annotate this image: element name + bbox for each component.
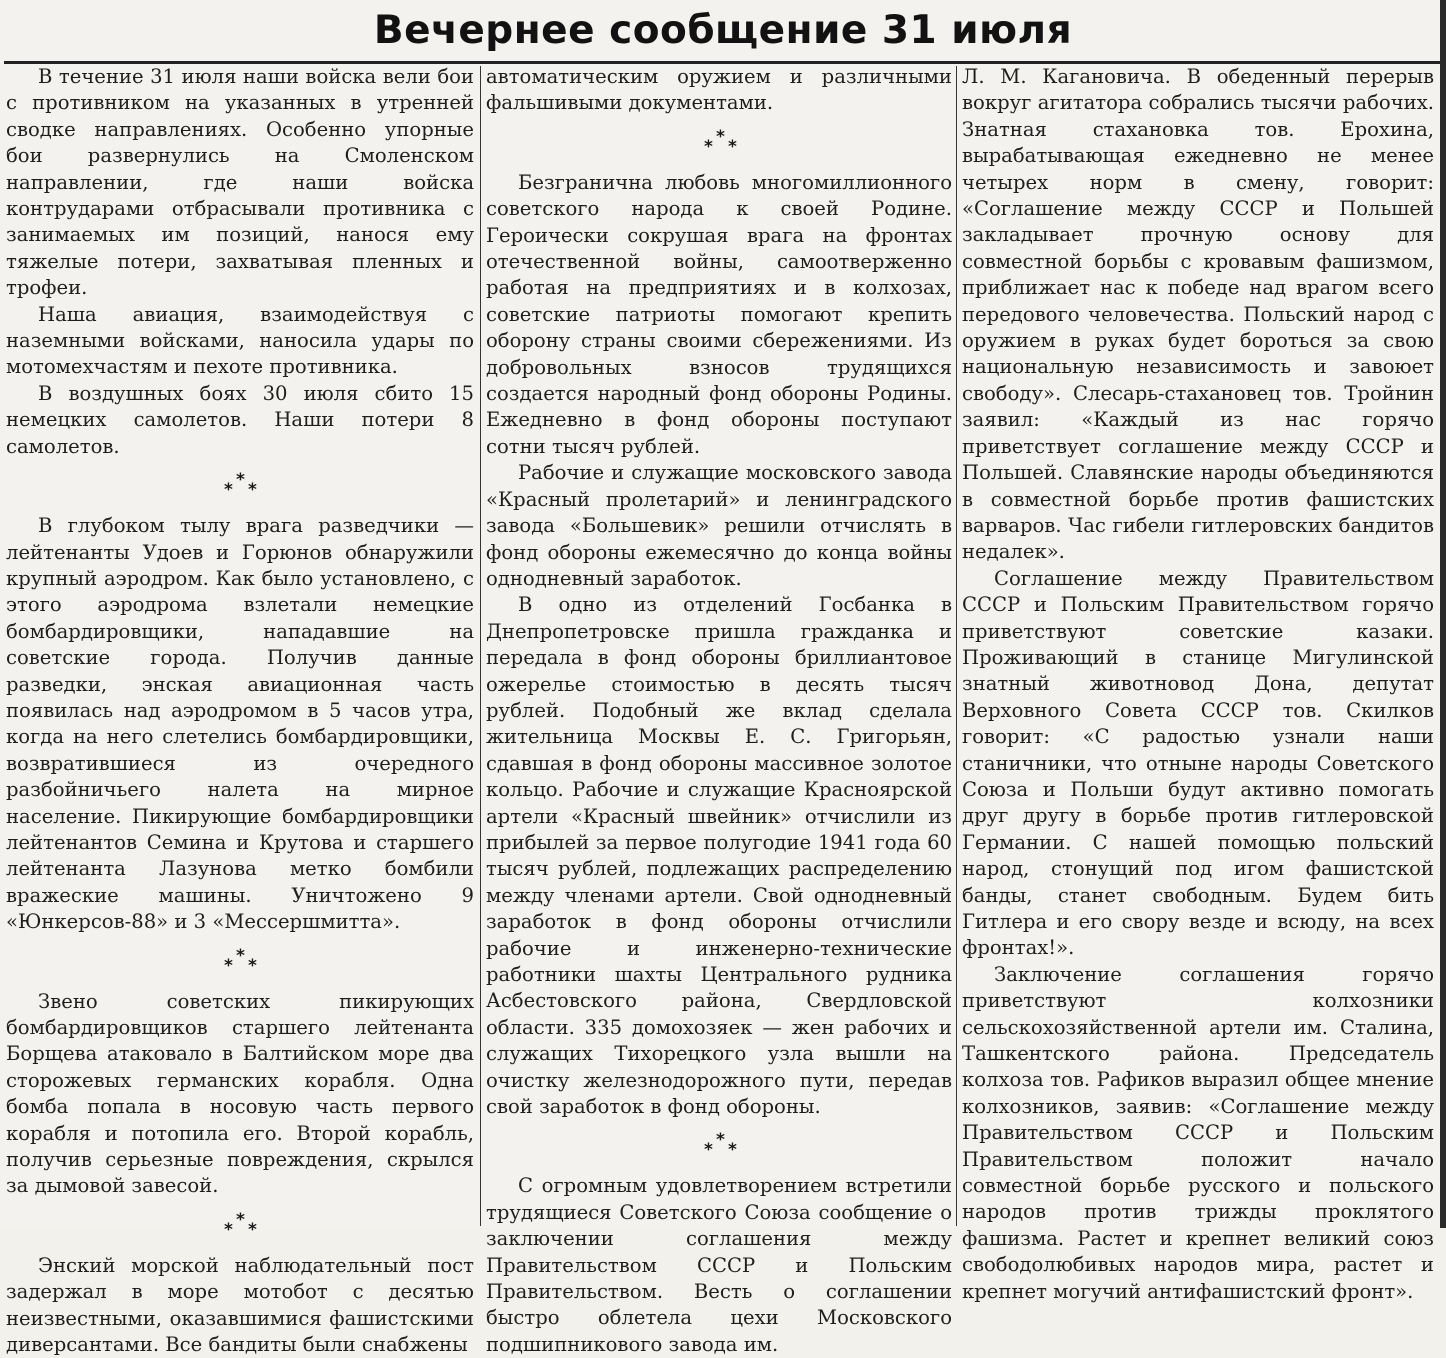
paragraph: Рабочие и служащие московского завода «Красный пролетарий» и ленинградского завода «Большевик» решили отчислять в фонд обороны ежемесячно до конца войны однодневный заработок. xyxy=(486,461,952,590)
asterism-separator xyxy=(486,117,952,170)
asterisk: * xyxy=(236,470,245,491)
asterisk: * xyxy=(704,136,713,157)
article-column-2 xyxy=(486,64,952,1356)
asterisk: * xyxy=(728,1140,737,1161)
paragraph: Соглашение между Правительством СССР и Польским Правительством горячо приветствуют советские казаки. Проживающий в станице Мигулинской знатный животновод Дона, депутат Верховного Совета СССР тов. Скилков говорит: «С радостью узнали наши станичники, что отныне народы Советского Союза и Польши будут активно помогать друг другу в борьбе против гитлеровской Германии. С нашей помощью польский народ, стонущий под игом фашистской банды, станет свободным. Будем бить Гитлера и его свору везде и всюду, на всех фронтах!». xyxy=(962,566,1434,960)
article-column-3 xyxy=(962,64,1434,1303)
asterism-separator xyxy=(6,1200,474,1253)
paragraph: Заключение соглашения горячо приветствуют колхозники сельскохозяйственной артели им. Сталина, Ташкентского района. Председатель колхоза тов. Рафиков выразил общее мнение колхозников, заявив: «Соглашение между Правительством СССР и Польским Правительством положит начало совместной борьбе русского и польского народов против трижды проклятого фашизма. Растет и крепнет великий союз свободолюбивых народов мира, растет и крепнет могучий антифашистский фронт». xyxy=(962,962,1434,1303)
asterism-separator xyxy=(486,1120,952,1173)
paragraph: В воздушных боях 30 июля сбито 15 немецких самолетов. Наши потери 8 самолетов. xyxy=(6,381,474,458)
paragraph: В одно из отделений Госбанка в Днепропетровске пришла гражданка и передала в фонд обороны бриллиантовое ожерелье стоимостью в десять тысяч рублей. Подобный же вклад сделала жительница Москвы Е. С. Григорьян, сдавшая в фонд обороны массивное золотое кольцо. Рабочие и служащие Красноярской артели «Красный швейник» отчислили из прибылей за первое полугодие 1941 года 60 тысяч рублей, подлежащих распределению между членами артели. Свой однодневный заработок в фонд обороны отчислили рабочие и инженерно-технические работники шахты Центрального рудника Асбестовского района, Свердловской области. 335 домохозяек — жен рабочих и служащих Тихорецкого узла вышли на очистку железнодорожного пути, передав свой заработок в фонд обороны. xyxy=(486,593,952,1119)
asterism-separator xyxy=(6,460,474,513)
asterisk: * xyxy=(248,955,257,976)
paragraph: С огромным удовлетворением встретили трудящиеся Советского Союза сообщение о заключении соглашения между Правительством СССР и Польским Правительством. Весть о соглашении быстро облетела цехи Московского подшипникового завода им. xyxy=(486,1174,952,1356)
paragraph: Звено советских пикирующих бомбардировщиков старшего лейтенанта Борщева атаковало в Балтийском море два сторожевых германских корабля. Одна бомба попала в носовую часть первого корабля и потопила его. Второй корабль, получив серьезные повреждения, скрылся за дымовой завесой. xyxy=(6,989,474,1198)
asterisk: * xyxy=(224,1219,233,1240)
asterisk: * xyxy=(716,126,725,147)
paragraph: Наша авиация, взаимодействуя с наземными войсками, наносила удары по мотомехчастям и пехоте противника. xyxy=(6,302,474,379)
asterisk: * xyxy=(248,1219,257,1240)
paragraph: Безгранична любовь многомиллионного советского народа к своей Родине. Героически сокрушая врага на фронтах отечественной войны, самоотверженно работая на предприятиях и в колхозах, советские патриоты помогают крепить оборону страны своими сбережениями. Из добровольных взносов трудящихся создается народный фонд обороны Родины. Ежедневно в фонд обороны поступают сотни тысяч рублей. xyxy=(486,170,952,458)
column-divider xyxy=(480,66,481,1226)
asterisk: * xyxy=(224,955,233,976)
page-edge xyxy=(1440,0,1446,1228)
paragraph: В течение 31 июля наши войска вели бои с противником на указанных в утренней сводке направлениях. Особенно упорные бои развернулись на Смоленском направлении, где наши войска контрударами отбрасывали противника с занимаемых им позиций, нанося ему тяжелые потери, захватывая пленных и трофеи. xyxy=(6,65,474,300)
asterisk: * xyxy=(248,480,257,501)
article-column-1 xyxy=(6,64,474,1357)
asterisk: * xyxy=(224,480,233,501)
column-divider xyxy=(956,66,957,1226)
paragraph-continued: автоматическим оружием и различными фальшивыми документами. xyxy=(486,65,952,115)
asterisk: * xyxy=(236,1209,245,1230)
asterisk: * xyxy=(704,1140,713,1161)
asterism-separator xyxy=(6,936,474,989)
asterisk: * xyxy=(236,945,245,966)
asterisk: * xyxy=(716,1130,725,1151)
paragraph-continued: Л. М. Кагановича. В обеденный перерыв вокруг агитатора собрались тысячи рабочих. Знатная стахановка тов. Ерохина, вырабатывающая ежедневно не менее четырех норм в смену, говорит: «Соглашение между СССР и Польшей закладывает прочную основу для совместной борьбы с кровавым фашизмом, приближает нас к победе над врагом всего передового человечества. Польский народ с оружием в руках будет бороться за свою национальную независимость и завоюет свободу». Слесарь-стахановец тов. Тройнин заявил: «Каждый из нас горячо приветствует соглашение между СССР и Польшей. Славянские народы объединяются в совместной борьбе против фашистских варваров. Час гибели гитлеровских бандитов недалек». xyxy=(962,65,1434,564)
paragraph: В глубоком тылу врага разведчики — лейтенанты Удоев и Горюнов обнаружили крупный аэродром. Как было установлено, с этого аэродрома взлетали немецкие бомбардировщики, нападавшие на советские города. Получив данные разведки, энская авиационная часть появилась над аэродромом в 5 часов утра, когда на него слетелись бомбардировщики, возвратившиеся из очередного разбойничьего налета на мирное население. Пикирующие бомбардировщики лейтенантов Семина и Крутова и старшего лейтенанта Лазунова метко бомбили вражеские машины. Уничтожено 9 «Юнкерсов-88» и 3 «Мессершмитта». xyxy=(6,514,474,934)
paragraph: Энский морской наблюдательный пост задержал в море мотобот с десятью неизвестными, оказавшимися фашистскими диверсантами. Все бандиты были снабжены xyxy=(6,1253,474,1357)
page-title: Вечернее сообщение 31 июля xyxy=(373,8,1073,53)
asterisk: * xyxy=(728,136,737,157)
